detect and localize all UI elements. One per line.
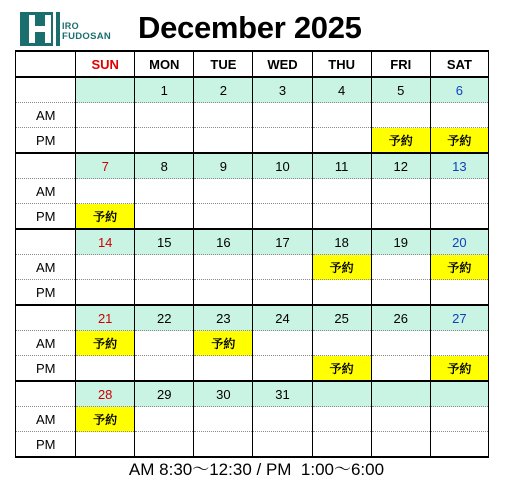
open-slot[interactable]: [135, 280, 194, 306]
open-slot[interactable]: [253, 204, 312, 230]
open-slot[interactable]: [371, 432, 430, 458]
open-slot[interactable]: [135, 432, 194, 458]
open-slot[interactable]: [194, 407, 253, 432]
pm-label: PM: [16, 356, 76, 382]
open-slot[interactable]: [194, 204, 253, 230]
open-slot[interactable]: [76, 280, 135, 306]
date-cell-sun: 14: [76, 229, 135, 255]
date-cell-tue: 16: [194, 229, 253, 255]
date-cell-wed: 3: [253, 77, 312, 103]
week-3-am-row: [16, 255, 489, 280]
open-slot[interactable]: [253, 280, 312, 306]
open-slot[interactable]: [253, 331, 312, 356]
weekday-fri: FRI: [371, 51, 430, 77]
date-cell-sat: 6: [430, 77, 488, 103]
open-slot[interactable]: [194, 103, 253, 128]
date-cell-fri: 12: [371, 153, 430, 179]
date-cell-wed: 31: [253, 381, 312, 407]
week-3-pm-row: [16, 280, 489, 306]
date-cell-mon: 8: [135, 153, 194, 179]
open-slot[interactable]: [194, 128, 253, 154]
open-slot[interactable]: [194, 356, 253, 382]
pm-label: PM: [16, 280, 76, 306]
open-slot[interactable]: [253, 432, 312, 458]
open-slot[interactable]: [312, 103, 371, 128]
open-slot[interactable]: [371, 331, 430, 356]
logo-h-mark: [20, 12, 60, 46]
am-label: AM: [16, 103, 76, 128]
open-slot[interactable]: [194, 255, 253, 280]
week-2-am-row: [16, 179, 489, 204]
date-cell-fri: 26: [371, 305, 430, 331]
am-label: AM: [16, 331, 76, 356]
open-slot[interactable]: [253, 255, 312, 280]
pm-label: PM: [16, 432, 76, 458]
reserved-slot[interactable]: 予約: [312, 356, 371, 382]
calendar-body: [16, 77, 489, 457]
open-slot[interactable]: [76, 432, 135, 458]
date-row-label: [16, 305, 76, 331]
open-slot[interactable]: [135, 255, 194, 280]
open-slot[interactable]: [135, 204, 194, 230]
reservation-calendar: [15, 50, 489, 458]
date-cell-mon: 1: [135, 77, 194, 103]
open-slot[interactable]: [76, 255, 135, 280]
week-2-pm-row: [16, 204, 489, 230]
date-row-label: [16, 381, 76, 407]
week-2-date-row: [16, 153, 489, 179]
open-slot[interactable]: [253, 356, 312, 382]
date-cell-tue: 30: [194, 381, 253, 407]
date-row-label: [16, 153, 76, 179]
weekday-mon: MON: [135, 51, 194, 77]
open-slot[interactable]: [135, 331, 194, 356]
reserved-slot[interactable]: 予約: [76, 407, 135, 432]
date-cell-fri: 5: [371, 77, 430, 103]
open-slot[interactable]: [194, 432, 253, 458]
open-slot[interactable]: [312, 407, 371, 432]
pm-label: PM: [16, 204, 76, 230]
date-cell-thu: [312, 381, 371, 407]
date-cell-sat: 27: [430, 305, 488, 331]
open-slot[interactable]: [312, 331, 371, 356]
open-slot[interactable]: [135, 179, 194, 204]
open-slot[interactable]: [430, 204, 488, 230]
date-cell-sun: 28: [76, 381, 135, 407]
date-cell-mon: 29: [135, 381, 194, 407]
week-4-pm-row: [16, 356, 489, 382]
weekday-header-row: [16, 51, 489, 77]
week-4-date-row: [16, 305, 489, 331]
week-5-date-row: [16, 381, 489, 407]
open-slot[interactable]: [194, 179, 253, 204]
week-5-am-row: [16, 407, 489, 432]
date-cell-sun: 21: [76, 305, 135, 331]
reserved-slot[interactable]: 予約: [194, 331, 253, 356]
header-corner: [16, 51, 76, 77]
open-slot[interactable]: [430, 280, 488, 306]
calendar-title: December 2025: [138, 10, 362, 45]
date-cell-thu: 4: [312, 77, 371, 103]
open-slot[interactable]: [76, 356, 135, 382]
reserved-slot[interactable]: 予約: [76, 331, 135, 356]
open-slot[interactable]: [253, 128, 312, 154]
week-4-am-row: [16, 331, 489, 356]
week-1-pm-row: [16, 128, 489, 154]
weekday-sun: SUN: [76, 51, 135, 77]
logo: [20, 12, 120, 46]
open-slot[interactable]: [312, 128, 371, 154]
am-label: AM: [16, 255, 76, 280]
open-slot[interactable]: [312, 432, 371, 458]
date-cell-tue: 9: [194, 153, 253, 179]
open-slot[interactable]: [135, 407, 194, 432]
logo-text-line2: FUDOSAN: [62, 31, 112, 42]
date-row-label: [16, 229, 76, 255]
open-slot[interactable]: [430, 407, 488, 432]
date-cell-wed: 10: [253, 153, 312, 179]
open-slot[interactable]: [312, 204, 371, 230]
reserved-slot[interactable]: 予約: [430, 128, 488, 154]
reserved-slot[interactable]: 予約: [430, 255, 488, 280]
open-slot[interactable]: [253, 407, 312, 432]
date-cell-fri: [371, 381, 430, 407]
reserved-slot[interactable]: 予約: [371, 128, 430, 154]
open-slot[interactable]: [135, 128, 194, 154]
logo-text-line1: IRO: [62, 21, 79, 31]
reserved-slot[interactable]: 予約: [312, 255, 371, 280]
open-slot[interactable]: [76, 103, 135, 128]
date-cell-wed: 24: [253, 305, 312, 331]
open-slot[interactable]: [371, 255, 430, 280]
weekday-tue: TUE: [194, 51, 253, 77]
date-cell-mon: 22: [135, 305, 194, 331]
date-cell-mon: 15: [135, 229, 194, 255]
open-slot[interactable]: [430, 331, 488, 356]
date-cell-wed: 17: [253, 229, 312, 255]
open-slot[interactable]: [135, 103, 194, 128]
date-cell-thu: 11: [312, 153, 371, 179]
reserved-slot[interactable]: 予約: [430, 356, 488, 382]
date-cell-tue: 23: [194, 305, 253, 331]
business-hours-note: AM 8:30～12:30 / PM 1:00～6:00: [128, 460, 385, 479]
open-slot[interactable]: [371, 103, 430, 128]
open-slot[interactable]: [371, 356, 430, 382]
open-slot[interactable]: [371, 280, 430, 306]
date-cell-sat: [430, 381, 488, 407]
open-slot[interactable]: [253, 103, 312, 128]
date-cell-thu: 18: [312, 229, 371, 255]
date-cell-sat: 13: [430, 153, 488, 179]
open-slot[interactable]: [312, 280, 371, 306]
weekday-wed: WED: [253, 51, 312, 77]
date-cell-sun: [76, 77, 135, 103]
date-cell-sun: 7: [76, 153, 135, 179]
pm-label: PM: [16, 128, 76, 154]
week-1-date-row: [16, 77, 489, 103]
open-slot[interactable]: [194, 280, 253, 306]
date-cell-thu: 25: [312, 305, 371, 331]
am-label: AM: [16, 407, 76, 432]
am-label: AM: [16, 179, 76, 204]
open-slot[interactable]: [253, 179, 312, 204]
open-slot[interactable]: [430, 179, 488, 204]
open-slot[interactable]: [135, 356, 194, 382]
open-slot[interactable]: [430, 432, 488, 458]
open-slot[interactable]: [76, 128, 135, 154]
week-3-date-row: [16, 229, 489, 255]
date-row-label: [16, 77, 76, 103]
week-5-pm-row: [16, 432, 489, 458]
date-cell-fri: 19: [371, 229, 430, 255]
reserved-slot[interactable]: 予約: [76, 204, 135, 230]
date-cell-tue: 2: [194, 77, 253, 103]
open-slot[interactable]: [312, 179, 371, 204]
weekday-sat: SAT: [430, 51, 488, 77]
week-1-am-row: [16, 103, 489, 128]
open-slot[interactable]: [371, 204, 430, 230]
date-cell-sat: 20: [430, 229, 488, 255]
open-slot[interactable]: [76, 179, 135, 204]
open-slot[interactable]: [371, 179, 430, 204]
open-slot[interactable]: [430, 103, 488, 128]
open-slot[interactable]: [371, 407, 430, 432]
weekday-thu: THU: [312, 51, 371, 77]
